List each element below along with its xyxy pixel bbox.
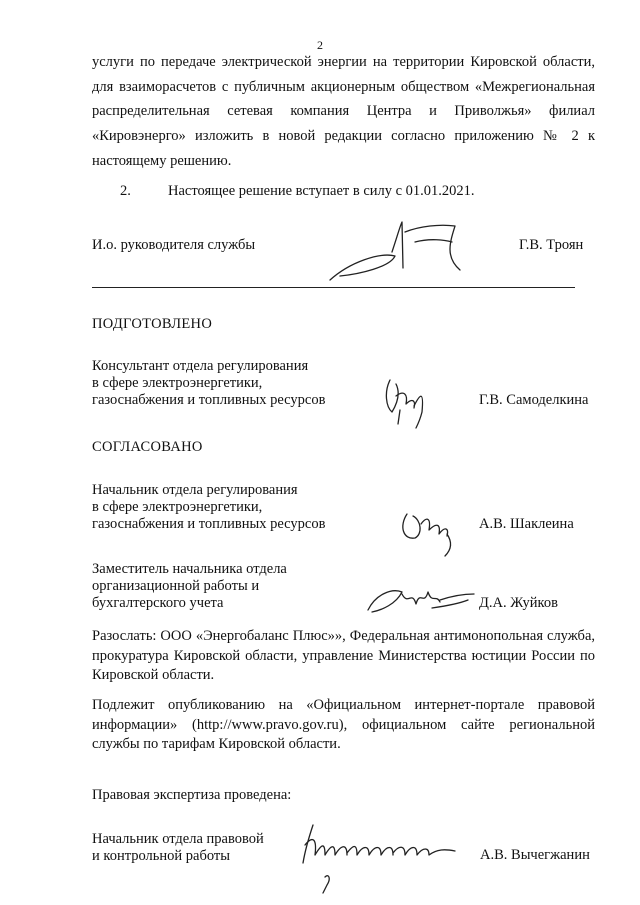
distribution-list: Разослать: ООО «Энергобаланс Плюс»», Федеральная антимонопольная служба, прокуратура Кировской области, управление Министерства юстиции России по Кировской области. bbox=[92, 628, 595, 683]
item-2-number: 2. bbox=[120, 183, 131, 199]
paragraph-tariff-text: услуги по передаче электрической энергии на территории Кировской области, для взаиморасчетов с публичным акционерным обществом «Межрегиональная распределительная сетевая компания Центра и Приволжья» филиал «Кировэнерго» изложить в новой редакции согласно приложению № 2 к настоящему решению. bbox=[92, 54, 595, 169]
prepared-position-line-3: газоснабжения и топливных ресурсов bbox=[92, 392, 326, 408]
head-name: Г.В. Троян bbox=[519, 237, 584, 253]
legal-review-signature-mark bbox=[295, 815, 475, 900]
agreed-person-2-signature-mark bbox=[362, 580, 482, 620]
prepared-heading: ПОДГОТОВЛЕНО bbox=[92, 316, 213, 332]
prepared-signature-mark bbox=[378, 372, 438, 432]
divider-line bbox=[92, 287, 575, 288]
legal-review-statement: Правовая экспертиза проведена: bbox=[92, 787, 292, 803]
agreed-person-1-line-1: Начальник отдела регулирования bbox=[92, 482, 298, 498]
publication-note: Подлежит опубликованию на «Официальном интернет-портале правовой информации» (http://www.pravo.gov.ru), официальном сайте региональной службы по тарифам Кировской области. bbox=[92, 697, 595, 752]
agreed-person-2-line-1: Заместитель начальника отдела bbox=[92, 561, 287, 577]
head-signature-mark bbox=[320, 212, 490, 292]
prepared-position-line-1: Консультант отдела регулирования bbox=[92, 358, 309, 374]
page-number: 2 bbox=[317, 38, 323, 52]
agreed-person-1-signature-mark bbox=[395, 500, 465, 560]
agreed-person-2-name: Д.А. Жуйков bbox=[479, 595, 558, 611]
prepared-position bbox=[92, 358, 325, 409]
agreed-person-2-line-3: бухгалтерского учета bbox=[92, 595, 224, 611]
legal-review-position bbox=[92, 831, 264, 865]
agreed-person-1-position bbox=[92, 482, 325, 533]
agreed-heading: СОГЛАСОВАНО bbox=[92, 439, 203, 455]
prepared-position-line-2: в сфере электроэнергетики, bbox=[92, 375, 263, 391]
agreed-person-2-position bbox=[92, 561, 287, 612]
item-2-text: Настоящее решение вступает в силу с 01.01.2021. bbox=[168, 183, 475, 199]
prepared-name: Г.В. Самоделкина bbox=[479, 392, 589, 408]
legal-review-line-2: и контрольной работы bbox=[92, 848, 230, 864]
head-position: И.о. руководителя службы bbox=[92, 237, 256, 253]
agreed-person-2-line-2: организационной работы и bbox=[92, 578, 260, 594]
agreed-person-1-line-2: в сфере электроэнергетики, bbox=[92, 499, 263, 515]
agreed-person-1-name: А.В. Шаклеина bbox=[479, 516, 574, 532]
legal-review-name: А.В. Вычегжанин bbox=[480, 847, 590, 863]
agreed-person-1-line-3: газоснабжения и топливных ресурсов bbox=[92, 516, 326, 532]
legal-review-line-1: Начальник отдела правовой bbox=[92, 831, 264, 847]
